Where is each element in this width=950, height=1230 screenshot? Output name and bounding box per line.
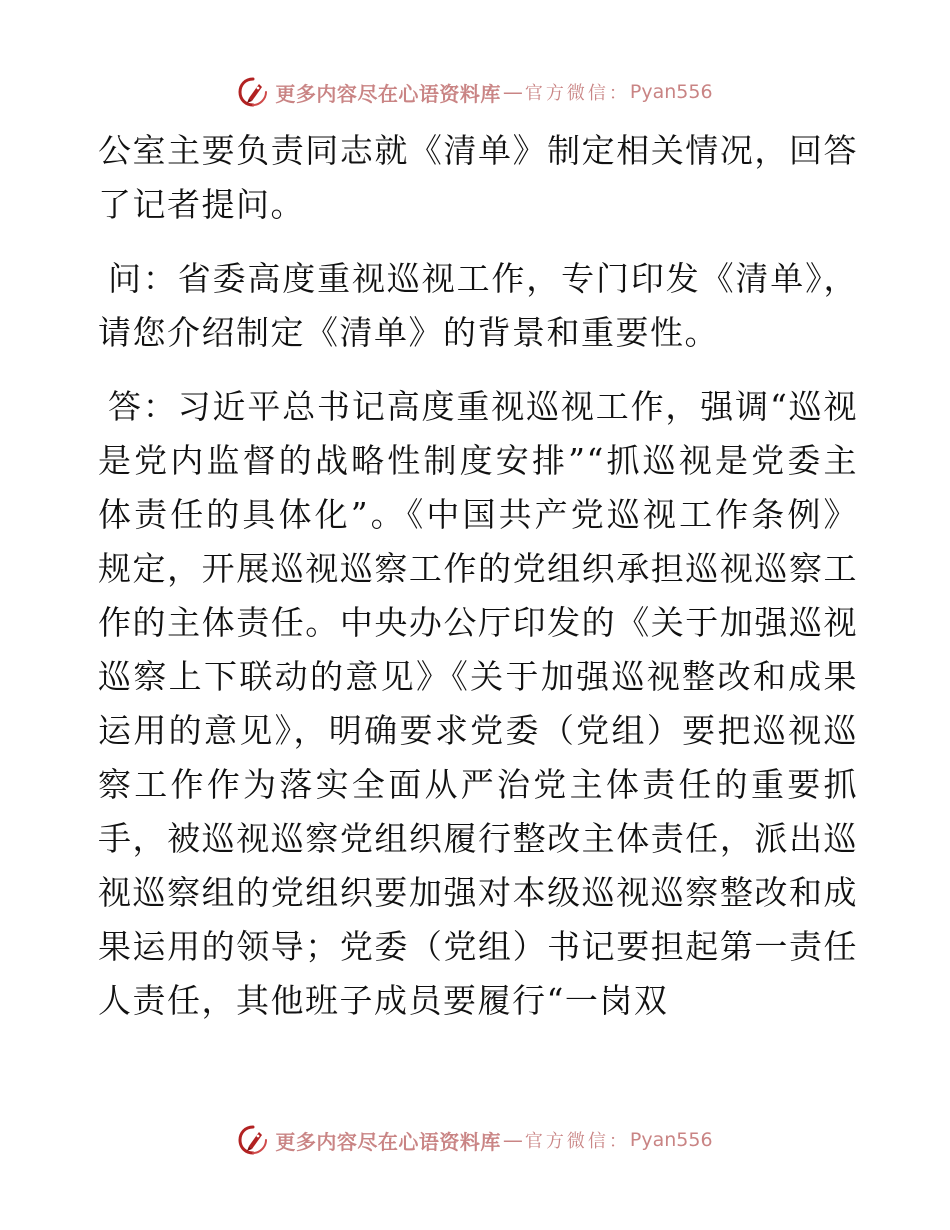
banner-brand-text: 更多内容尽在心语资料库	[275, 1129, 501, 1154]
banner-official-label: 官方微信：	[524, 1131, 630, 1152]
document-body	[98, 124, 858, 1028]
banner-wechat-id: Pyan556	[629, 81, 713, 103]
banner-separator: —	[502, 1128, 523, 1152]
footer-banner	[0, 1120, 950, 1160]
banner-wechat-id: Pyan556	[629, 1129, 713, 1151]
banner-official-label: 官方微信：	[524, 83, 630, 104]
paragraph-intro: 公室主要负责同志就《清单》制定相关情况，回答了记者提问。	[98, 131, 858, 224]
banner-brand-text: 更多内容尽在心语资料库	[275, 81, 501, 106]
pen-nib-swirl-logo-icon	[237, 1124, 269, 1156]
banner-separator: —	[502, 80, 523, 104]
paragraph-answer: 答：习近平总书记高度重视巡视工作，强调“巡视是党内监督的战略性制度安排”“抓巡视是党委主体责任的具体化”。《中国共产党巡视工作条例》规定，开展巡视巡察工作的党组织承担巡视巡察工作的主体责任。中央办公厅印发的《关于加强巡视巡察上下联动的意见》《关于加强巡视整改和成果运用的意见》，明确要求党委（党组）要把巡视巡察工作作为落实全面从严治党主体责任的重要抓手，被巡视巡察党组织履行整改主体责任，派出巡视巡察组的党组织要加强对本级巡视巡察整改和成果运用的领导；党委（党组）书记要担起第一责任人责任，其他班子成员要履行“一岗双	[98, 387, 858, 1020]
pen-nib-swirl-logo-icon	[237, 76, 269, 108]
header-banner	[0, 72, 950, 112]
paragraph-question: 问：省委高度重视巡视工作，专门印发《清单》，请您介绍制定《清单》的背景和重要性。	[98, 259, 858, 352]
